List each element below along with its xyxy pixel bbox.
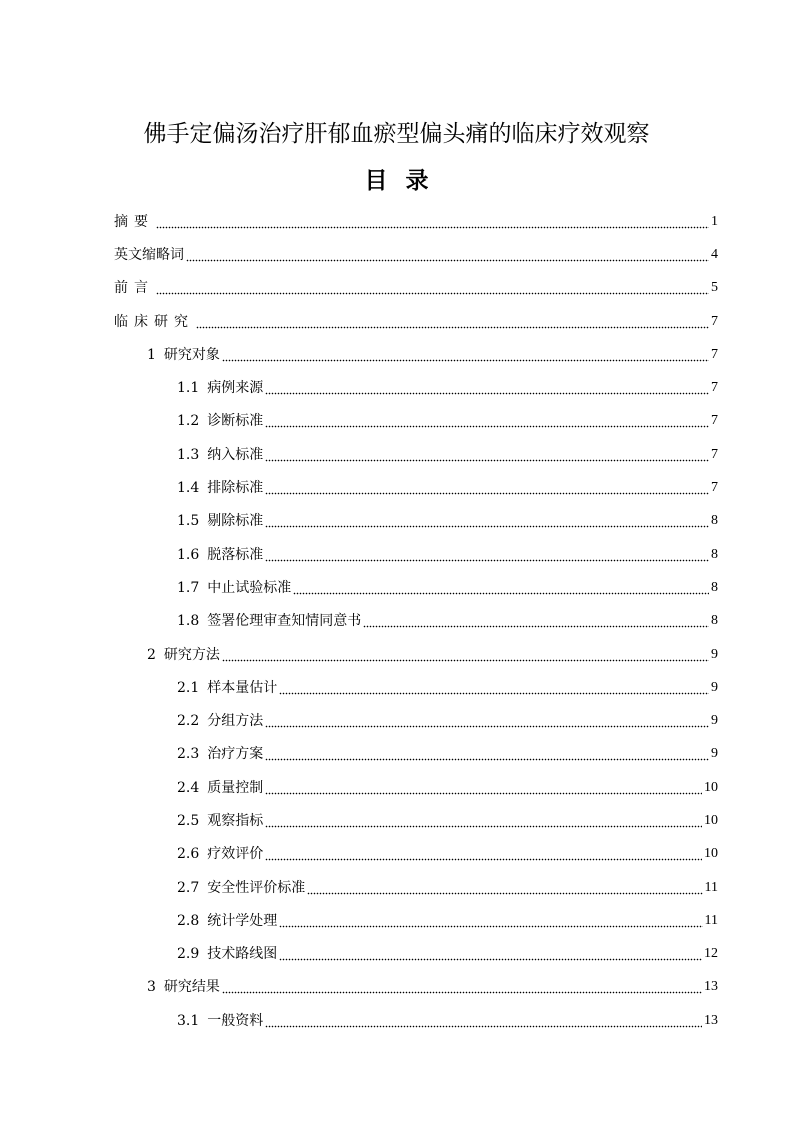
dot-leader	[196, 314, 709, 330]
dot-leader	[186, 247, 709, 263]
dot-leader	[265, 813, 702, 829]
toc-entry-label: 治疗方案	[207, 746, 264, 763]
toc-entry[interactable]	[114, 272, 718, 305]
dot-leader	[222, 979, 702, 995]
toc-entry-label: 纳入标准	[207, 446, 264, 463]
dot-leader	[265, 746, 709, 762]
toc-entry[interactable]	[114, 571, 718, 604]
toc-entry-number: 1.1	[177, 380, 200, 397]
toc-entry-page-number: 9	[711, 713, 718, 729]
toc-entry-label: 临床研究	[114, 313, 194, 330]
toc-entry-page-number: 7	[711, 380, 718, 396]
toc-entry-number: 1.7	[177, 579, 200, 596]
toc-entry-number: 3.1	[177, 1012, 200, 1029]
toc-entry-number: 2	[147, 646, 156, 663]
toc-entry-number: 1	[147, 346, 156, 363]
toc-entry[interactable]	[114, 505, 718, 538]
toc-entry[interactable]	[114, 538, 718, 571]
toc-entry[interactable]	[114, 838, 718, 871]
toc-entry-number: 1.6	[177, 546, 200, 563]
toc-entry[interactable]	[114, 971, 718, 1004]
toc-entry-number: 2.8	[177, 912, 200, 929]
toc-entry-number: 1.4	[177, 480, 200, 497]
toc-entry-label: 研究结果	[163, 979, 220, 996]
toc-entry-page-number: 8	[711, 546, 718, 562]
dot-leader	[265, 547, 709, 563]
toc-entry-page-number: 7	[711, 346, 718, 362]
toc-entry-label: 病例来源	[207, 380, 264, 397]
toc-entry[interactable]	[114, 904, 718, 937]
toc-entry-label: 安全性评价标准	[207, 879, 306, 896]
toc-entry-page-number: 12	[704, 946, 718, 962]
toc-entry-page-number: 7	[711, 413, 718, 429]
dot-leader	[265, 380, 709, 396]
toc-entry-label: 剔除标准	[207, 513, 264, 530]
toc-entry-page-number: 4	[711, 246, 718, 262]
toc-entry[interactable]	[114, 871, 718, 904]
toc-entry-number: 2.9	[177, 946, 200, 963]
toc-entry-page-number: 11	[704, 879, 718, 895]
toc-entry-label: 英文缩略词	[114, 246, 184, 263]
dot-leader	[265, 713, 709, 729]
toc-entry-label: 样本量估计	[207, 679, 278, 696]
toc-entry-page-number: 9	[711, 746, 718, 762]
toc-entry[interactable]	[114, 438, 718, 471]
toc-entry-label: 技术路线图	[207, 946, 278, 963]
dot-leader	[222, 647, 709, 663]
toc-entry-number: 2.7	[177, 879, 200, 896]
toc-entry-label: 一般资料	[207, 1012, 264, 1029]
toc-entry-page-number: 10	[704, 846, 718, 862]
dot-leader	[222, 347, 709, 363]
toc-entry-label: 中止试验标准	[207, 579, 292, 596]
toc-entry-label: 分组方法	[207, 713, 264, 730]
toc-entry[interactable]	[114, 804, 718, 837]
toc-entry-page-number: 7	[711, 313, 718, 329]
dot-leader	[265, 480, 709, 496]
toc-entry-page-number: 13	[704, 979, 718, 995]
toc-entry-number: 3	[147, 979, 156, 996]
toc-entry-label: 诊断标准	[207, 413, 264, 430]
toc-entry-page-number: 8	[711, 613, 718, 629]
toc-entry-page-number: 1	[711, 213, 718, 229]
toc-entry-label: 质量控制	[207, 779, 264, 796]
toc-entry-label: 统计学处理	[207, 912, 278, 929]
toc-entry-page-number: 9	[711, 646, 718, 662]
dot-leader	[265, 413, 709, 429]
toc-entry-number: 1.3	[177, 446, 200, 463]
toc-entry-label: 疗效评价	[207, 846, 264, 863]
toc-entry-page-number: 7	[711, 480, 718, 496]
toc-entry-number: 2.5	[177, 812, 200, 829]
toc-entry-number: 1.8	[177, 613, 200, 630]
toc-entry[interactable]	[114, 771, 718, 804]
toc-entry[interactable]	[114, 938, 718, 971]
toc-entry-label: 签署伦理审查知情同意书	[207, 613, 362, 630]
dot-leader	[156, 280, 709, 296]
toc-entry[interactable]	[114, 638, 718, 671]
dot-leader	[265, 447, 709, 463]
toc-entry[interactable]	[114, 371, 718, 404]
toc-entry-label: 研究方法	[163, 646, 220, 663]
dot-leader	[265, 780, 702, 796]
toc-entry-number: 2.4	[177, 779, 200, 796]
toc-entry[interactable]	[114, 671, 718, 704]
toc-entry-label: 观察指标	[207, 812, 264, 829]
dot-leader	[307, 880, 702, 896]
dot-leader	[279, 680, 709, 696]
toc-entry-number: 1.5	[177, 513, 200, 530]
toc-entry-label: 排除标准	[207, 480, 264, 497]
dot-leader	[279, 946, 702, 962]
toc-entry-page-number: 13	[704, 1012, 718, 1028]
toc-entry-page-number: 10	[704, 779, 718, 795]
toc-entry[interactable]	[114, 338, 718, 371]
dot-leader	[265, 846, 702, 862]
toc-entry-number: 2.2	[177, 713, 200, 730]
toc-entry[interactable]	[114, 738, 718, 771]
dot-leader	[265, 513, 709, 529]
toc-entry[interactable]	[114, 1004, 718, 1037]
toc-entry-label: 研究对象	[163, 346, 220, 363]
dot-leader	[363, 613, 709, 629]
toc-entry[interactable]	[114, 605, 718, 638]
toc-entry-number: 2.1	[177, 679, 200, 696]
dot-leader	[265, 1013, 702, 1029]
toc-entry[interactable]	[114, 405, 718, 438]
dot-leader	[279, 913, 702, 929]
toc-entry-number: 2.6	[177, 846, 200, 863]
toc-entry-page-number: 5	[711, 280, 718, 296]
toc-entry[interactable]	[114, 238, 718, 271]
toc-entry-number: 2.3	[177, 746, 200, 763]
toc-entry-page-number: 9	[711, 679, 718, 695]
dot-leader	[156, 214, 709, 230]
toc-entry-page-number: 11	[704, 912, 718, 928]
toc-entry-page-number: 7	[711, 446, 718, 462]
toc-entry[interactable]	[114, 205, 718, 238]
toc-entry[interactable]	[114, 704, 718, 737]
toc-heading: 目录	[364, 167, 447, 194]
toc-entry-label: 摘要	[114, 213, 154, 230]
table-of-contents	[114, 205, 718, 1037]
toc-entry-label: 前言	[114, 280, 154, 297]
toc-entry-page-number: 8	[711, 579, 718, 595]
toc-entry-label: 脱落标准	[207, 546, 264, 563]
document-title: 佛手定偏汤治疗肝郁血瘀型偏头痛的临床疗效观察	[143, 121, 650, 147]
toc-entry-page-number: 8	[711, 513, 718, 529]
toc-entry-page-number: 10	[704, 812, 718, 828]
toc-entry[interactable]	[114, 471, 718, 504]
toc-entry-number: 1.2	[177, 413, 200, 430]
toc-entry[interactable]	[114, 305, 718, 338]
dot-leader	[293, 580, 709, 596]
